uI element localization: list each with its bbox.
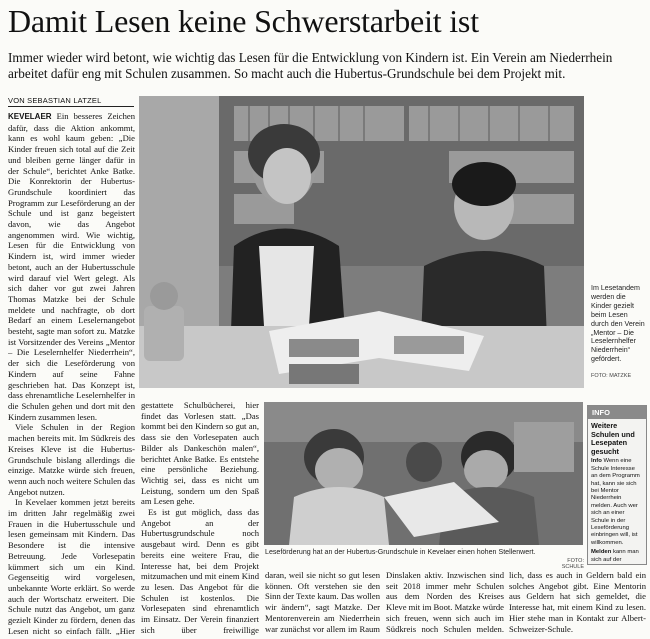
info-box-paragraph-2 <box>588 547 646 565</box>
info-lead: Info <box>591 458 602 465</box>
photo-school-reading-image <box>264 402 583 545</box>
dek-subheadline: Immer wieder wird betont, wie wichtig das Lesen für die Entwicklung von Kindern ist. Ein Verein am Niederrhein arbeitet dafür eng mit Schulen zusammen. So macht auch die Hubertus-Grundschule bei dem Projekt mit. <box>8 50 613 81</box>
paragraph: In Kevelaer kommen jetzt bereits im dritten Jahr regelmäßig zwei Frauen in die Hubertusschule und lesen gemeinsam mit Kindern. Das Besondere ist die intensive Betreuung. Jede Vorlesepatin kümmert sich um ein Kind. Gegenseitig wird vorgelesen, unbekannte Worte erklärt. So werde auch der Wortschatz erweitert. Die Schule nutzt das Angebot, um ganz gezielt Kinder zu fördern, denen das Lesen nicht so einfach fällt. „Hier <box>8 497 135 636</box>
paragraph: Dinslaken aktiv. Inzwischen sind seit 2018 immer mehr Schulen aus dem Norden des Kreises Kleve mit im Boot. Matzke würde sich freuen, wenn sich auch im Südkreis noch Schulen melden. <box>386 570 504 634</box>
melden-text: kann man sich auf der <box>591 549 639 563</box>
article-column-2 <box>141 400 259 636</box>
article-column-4 <box>386 570 504 636</box>
photo-reading-tandem-image <box>139 96 584 388</box>
byline-rule <box>8 106 134 107</box>
headline: Damit Lesen keine Schwerstarbeit ist <box>8 3 479 39</box>
article-column-5 <box>509 570 646 636</box>
paragraph: gestattete Schulbücherei, hier findet das Vorlesen statt. „Das kommt bei den Kindern so gut an, dass sie den Vorlesepaten auch Bilder als Dankeschön malen“, berichtet Anke Batke. Es entstehe eine persönliche Beziehung. Wichtig sei, dass es nicht um Leistung, sondern um den Spaß am Lesen gehe. <box>141 400 259 507</box>
info-box-label: INFO <box>588 406 646 419</box>
article-column-1 <box>8 111 135 636</box>
info-box-title: Weitere Schulen und Lesepaten gesucht <box>591 421 635 456</box>
paragraph: daran, weil sie nicht so gut lesen können. Oft verstehen sie den Sinn der Texte kaum. Das wollen wir ändern“, sagt Matzke. Der Mentorenverein am Niederrhein war zunächst vor allem im Raum <box>265 570 380 634</box>
melden-lead: Melden <box>591 549 612 556</box>
paragraph: lich, dass es auch in Geldern bald ein solches Angebot gibt. Eine Mentorin aus Geldern hat sich gemeldet, die Interesse hat, mit einem Kind zu lesen. Hier stehe man in Kontakt zur Albert-Schweizer-Schule. <box>509 570 646 634</box>
dateline: KEVELAER <box>8 112 52 121</box>
info-box-paragraph-1 <box>588 458 646 547</box>
article-column-3 <box>265 570 380 636</box>
info-text: Wenn eine Schule Interesse an dem Programm hat, kann sie sich bei Mentor Niederrhein melden. Auch wer sich an einer Schule in der Leseförderung einbringen will, ist willkommen. <box>591 458 640 546</box>
paragraph: Viele Schulen in der Region machen bereits mit. Im Südkreis des Kreises Kleve ist die Hubertus-Grundschule bislang allerdings die einzige. Matzke würde sich freuen, wenn auch noch weitere Schulen das Angebot nutzen. <box>8 422 135 497</box>
byline: VON SEBASTIAN LATZEL <box>8 96 102 105</box>
photo1-caption: Im Lesetandem werden die Kinder gezielt beim Lesen durch den Verein „Mentor – Die Leselernhelfer Niederrhein“ gefördert. <box>591 284 645 364</box>
paragraph: Es ist gut möglich, dass das Angebot an der Hubertusgrundschule noch ausgebaut wird. Denn es gibt bereits eine weitere Frau, die Interesse hat, bei dem Projekt mitzumachen und mit einem Kind zu lesen. Das Angebot für die Schulen ist kostenlos. Die Vorlesepaten sind ehrenamtlich im Einsatz. Der Verein finanziert sich über freiwillige <box>141 507 259 635</box>
paragraph <box>8 111 135 422</box>
paragraph-text: Ein besseres Zeichen dafür, dass die Aktion ankommt, kann es wohl kaum geben: „Die Kinder freuen sich total auf die Zeit und bleiben gerne länger dafür in der Schule“, berichtet Anke Batke. Die Konrektorin der Hubertus-Grundschule koordiniert das Programm zur Leseförderung an der Schule und ist ganz begeistert davon, wie das Angebot angenommen wird. Wie wichtig, Lesen für die Entwicklung von Kindern ist, wird immer wieder betont, auch an der Hubertusschule wird darauf viel Wert gelegt. Als sich daher vor gut zwei Jahren Thomas Matzke bei der Schule meldete und nachfragte, ob dort Bedarf an einem Leselernangebot besteht, sagte man sofort zu. Matzke ist Vorsitzender des Vereins „Mentor – Die Leselernhelfer Niederrhein“, der sich die Leseförderung von Kindern auf seine Fahne geschrieben hat. Das Konzept ist, dass ehrenamtliche Leselernhelfer in die Schulen gehen und dort mit den Kindern zusammen lesen. <box>8 111 135 422</box>
info-box <box>587 405 647 565</box>
photo-reading-tandem <box>139 96 584 388</box>
photo1-credit: FOTO: MATZKE <box>591 373 632 379</box>
photo2-caption: Leseförderung hat an der Hubertus-Grundschule in Kevelaer einen hohen Stellenwert. <box>265 548 536 556</box>
photo2-credit: FOTO: SCHULE <box>561 558 584 570</box>
photo-school-reading <box>264 402 583 545</box>
